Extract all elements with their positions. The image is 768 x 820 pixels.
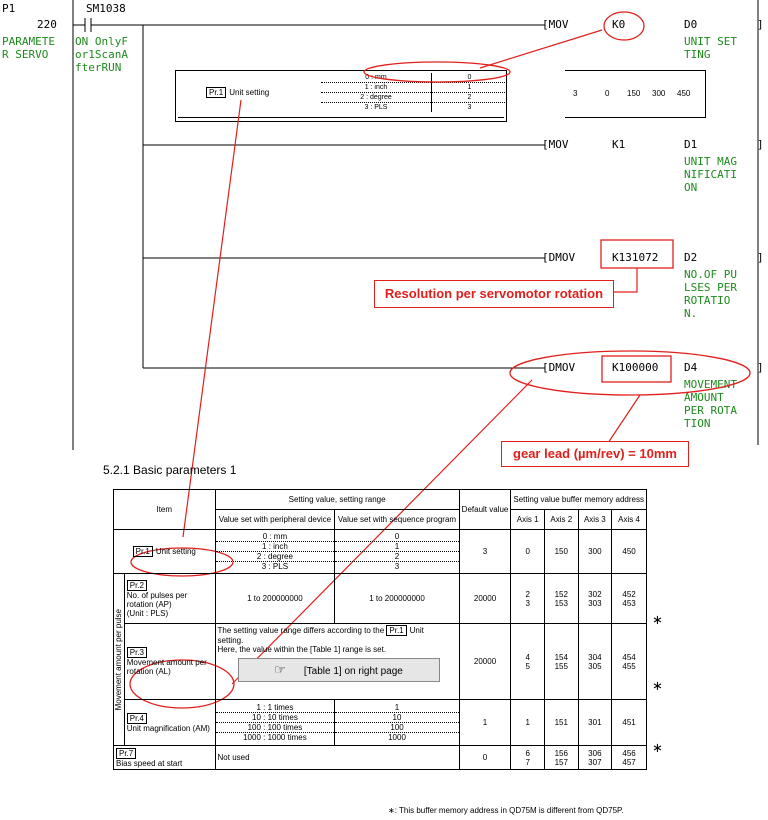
- pr2-item: Pr.2 No. of pulses per rotation (AP) (Unit : PLS): [124, 574, 215, 624]
- rung2-comment: UNIT MAG NIFICATI ON: [684, 155, 737, 194]
- pr1-item: Pr.1 Unit setting: [114, 530, 216, 574]
- pointing-hand-icon: ☞: [274, 662, 286, 677]
- inset-right-cells: 3 0 150 300 450: [565, 70, 706, 118]
- rung2-op: [MOV: [542, 138, 569, 151]
- header-buffer: Setting value buffer memory address: [511, 490, 647, 510]
- rung3-bracket: ]: [757, 251, 764, 264]
- rung4-comment: MOVEMENT AMOUNT PER ROTA TION: [684, 378, 737, 430]
- header-setting: Setting value, setting range: [215, 490, 459, 510]
- pr7-item: Pr.7 Bias speed at start: [114, 746, 216, 770]
- table-row: Movement amount per pulse Pr.2 No. of pulses per rotation (AP) (Unit : PLS) 1 to 200000000 1 to 200000000 20000 2 3 152 153 302 303 452 453: [114, 574, 647, 624]
- rung1-op: [MOV: [542, 18, 569, 31]
- rung3-src: K131072: [612, 251, 659, 264]
- callout-resolution: Resolution per servomotor rotation: [374, 280, 614, 308]
- inset-options: 0 : mm 1 : inch 2 : degree 3 : PLS: [321, 73, 431, 112]
- pr4-item: Pr.4 Unit magnification (AM): [124, 700, 215, 746]
- header-default: Default value: [459, 490, 511, 530]
- header-item: Item: [114, 490, 216, 530]
- table-row: Pr.4 Unit magnification (AM) 1 : 1 times 10 : 10 times 100 : 100 times 1000 : 1000 times 1 10 100 1000 1 1 151 301 451: [114, 700, 647, 746]
- rung3-dst: D2: [684, 251, 698, 264]
- inset-pr1: Pr.1 Unit setting: [206, 87, 269, 98]
- table-row: Pr.7 Bias speed at start Not used 0 6 7 156 157 306 307 456 457: [114, 746, 647, 770]
- pr2-asterisk: ∗: [652, 612, 663, 627]
- contact-comment: ON OnlyF or1ScanA fterRUN: [75, 35, 128, 74]
- rung3-comment: NO.OF PU LSES PER ROTATIO N.: [684, 268, 737, 320]
- header-axis2: Axis 2: [544, 510, 578, 530]
- rung4-op: [DMOV: [542, 361, 576, 374]
- rung4-dst: D4: [684, 361, 698, 374]
- header-sequence: Value set with sequence program: [335, 510, 459, 530]
- box-k100000: [602, 356, 671, 382]
- rung1-dst: D0: [684, 18, 698, 31]
- pr3-note: The setting value range differs according to the Pr.1 Unit setting. Here, the value within the [Table 1] range is set. ☞ [Table 1] on right page: [215, 624, 459, 700]
- box-k131072: [601, 240, 673, 268]
- rung3-op: [DMOV: [542, 251, 576, 264]
- group-label-cell: Movement amount per pulse: [114, 574, 125, 746]
- inset-values: 0 1 2 3: [431, 73, 507, 112]
- header-axis1: Axis 1: [511, 510, 545, 530]
- header-axis3: Axis 3: [578, 510, 612, 530]
- footnote: ∗: This buffer memory address in QD75M is different from QD75P.: [388, 806, 624, 815]
- rung2-dst: D1: [684, 138, 698, 151]
- rung1-bracket: ]: [757, 18, 764, 31]
- rung1-comment: UNIT SET TING: [684, 35, 737, 61]
- pr3-item: Pr.3 Movement amount per rotation (AL): [124, 624, 215, 700]
- step-number: 220: [37, 18, 57, 31]
- rung2-src: K1: [612, 138, 626, 151]
- parameter-table: [113, 489, 647, 770]
- header-peripheral: Value set with peripheral device: [215, 510, 335, 530]
- callout-gear-lead: gear lead (µm/rev) = 10mm: [501, 441, 689, 467]
- rung2-bracket: ]: [757, 138, 764, 151]
- contact-label: SM1038: [86, 2, 126, 15]
- rung4-src: K100000: [612, 361, 659, 374]
- table-row: Pr.3 Movement amount per rotation (AL) The setting value range differs according to the Pr.1 Unit setting. Here, the value within the [Table 1] range is set. ☞ [Table 1] on right page 20000 4 5 154 155 304 305 454 455: [114, 624, 647, 700]
- p-label: P1: [2, 2, 16, 15]
- pr3-asterisk: ∗: [652, 678, 663, 693]
- table1-reference: ☞ [Table 1] on right page: [238, 658, 440, 682]
- rung4-bracket: ]: [757, 361, 764, 374]
- section-title: 5.2.1 Basic parameters 1: [103, 463, 237, 477]
- header-axis4: Axis 4: [612, 510, 647, 530]
- table-row: Pr.1 Unit setting 0 : mm 1 : inch 2 : degree 3 : PLS 0 1 2 3 3 0 150 300 450: [114, 530, 647, 574]
- pr4-asterisk: ∗: [652, 740, 663, 755]
- ellipse-k0: [604, 12, 644, 40]
- rung1-src: K0: [612, 18, 626, 31]
- ellipse-dmov-k100000: [510, 351, 750, 395]
- left-comment: PARAMETE R SERVO: [2, 35, 55, 61]
